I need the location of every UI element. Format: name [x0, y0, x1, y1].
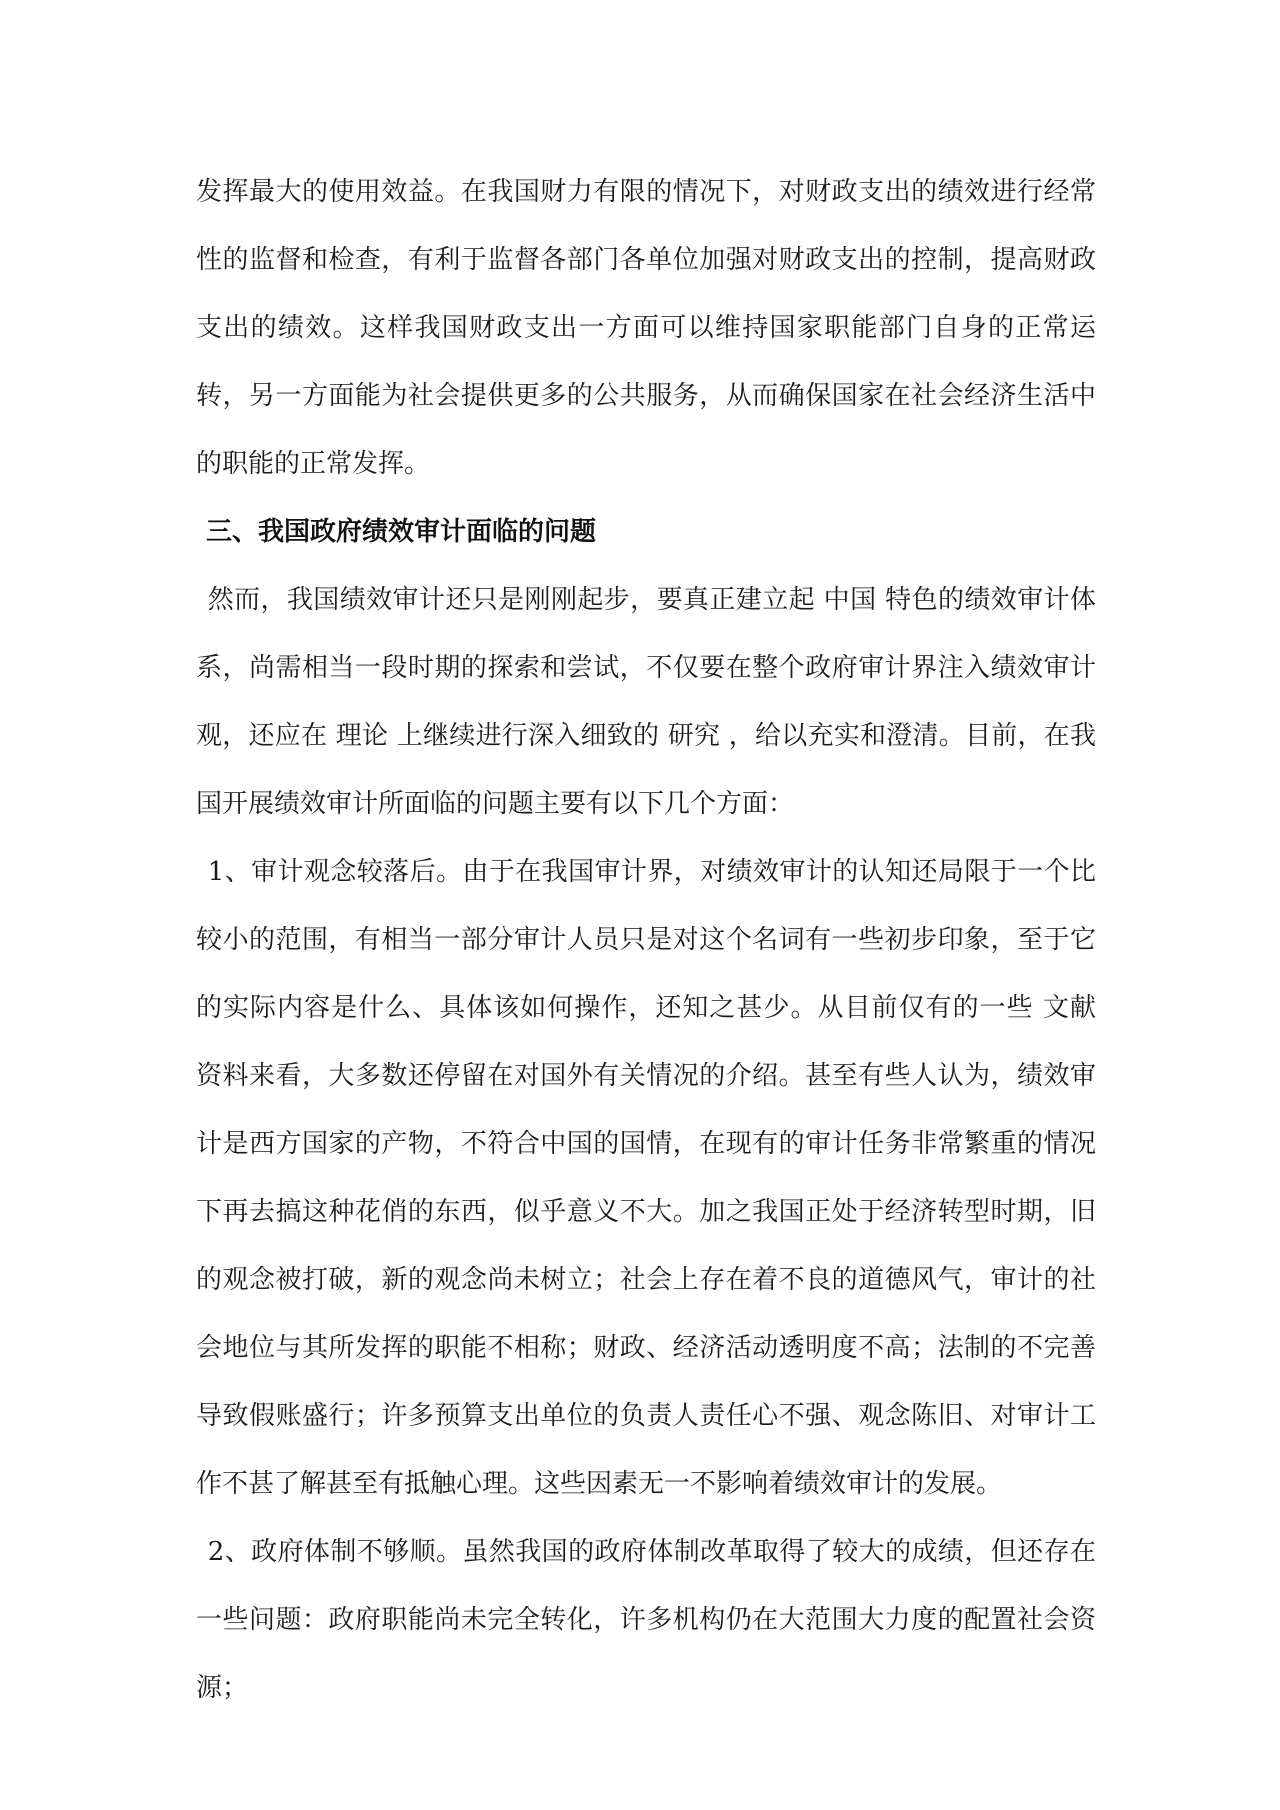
paragraph-point-2: 2、政府体制不够顺。虽然我国的政府体制改革取得了较大的成绩，但还存在一些问题：政府职能尚未完全转化，许多机构仍在大范围大力度的配置社会资源； — [196, 1537, 1096, 1703]
section-heading: 三、我国政府绩效审计面临的问题 — [206, 517, 597, 547]
paragraph-continuation: 发挥最大的使用效益。在我国财力有限的情况下，对财政支出的绩效进行经常性的监督和检查，有利于监督各部门各单位加强对财政支出的控制，提高财政支出的绩效。这样我国财政支出一方面可以维持国家职能部门自身的正常运转，另一方面能为社会提供更多的公共服务，从而确保国家在社会经济生活中的职能的正常发挥。 — [196, 177, 1096, 479]
paragraph-point-1: 1、审计观念较落后。由于在我国审计界，对绩效审计的认知还局限于一个比较小的范围，有相当一部分审计人员只是对这个名词有一些初步印象，至于它的实际内容是什么、具体该如何操作，还知之甚少。从目前仅有的一些 文献 资料来看，大多数还停留在对国外有关情况的介绍。甚至有些人认为，绩效审计是西方国家的产物，不符合中国的国情，在现有的审计任务非常繁重的情况下再去搞这种花俏的东西，似乎意义不大。加之我国正处于经济转型时期，旧的观念被打破，新的观念尚未树立；社会上存在着不良的道德风气，审计的社会地位与其所发挥的职能不相称；财政、经济活动透明度不高；法制的不完善导致假账盛行；许多预算支出单位的负责人责任心不强、观念陈旧、对审计工作不甚了解甚至有抵触心理。这些因素无一不影响着绩效审计的发展。 — [196, 857, 1096, 1499]
paragraph-intro: 然而，我国绩效审计还只是刚刚起步，要真正建立起 中国 特色的绩效审计体系，尚需相当一段时期的探索和尝试，不仅要在整个政府审计界注入绩效审计观，还应在 理论 上继续进行深入细致的 研究 ，给以充实和澄清。目前，在我国开展绩效审计所面临的问题主要有以下几个方面： — [196, 585, 1096, 819]
document-body — [196, 158, 1096, 1722]
